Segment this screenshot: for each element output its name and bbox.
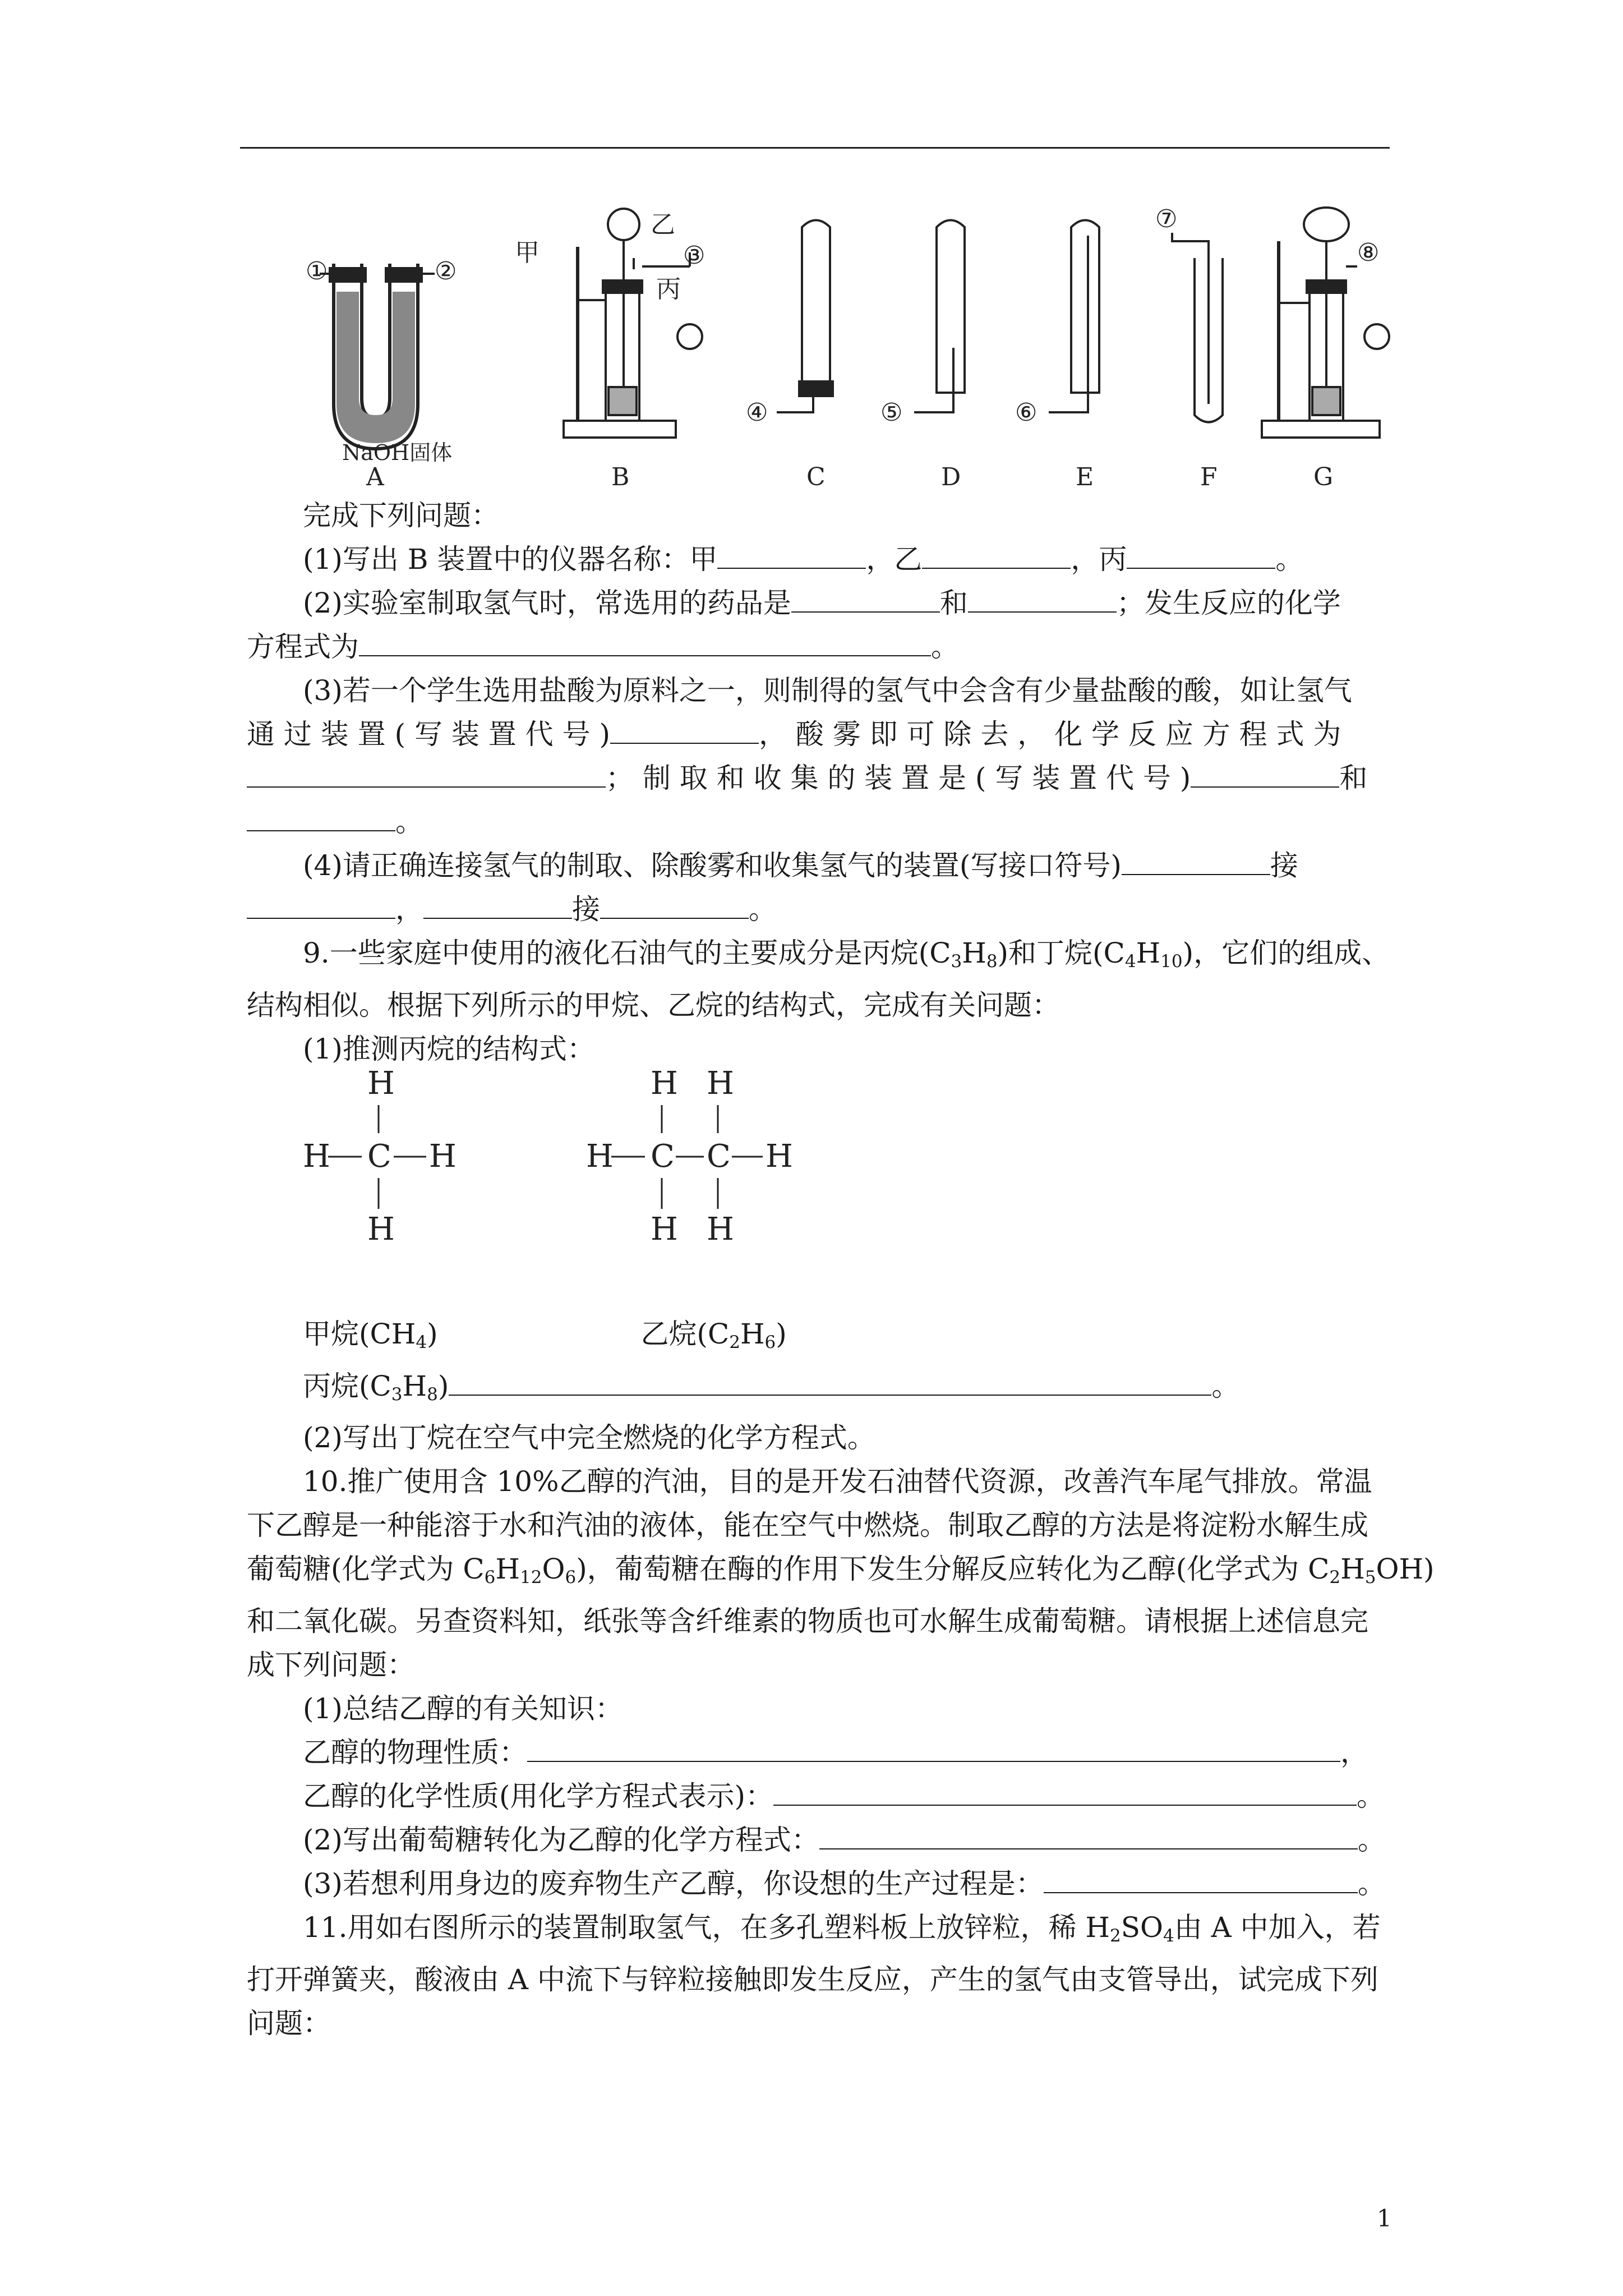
apparatus-b <box>515 209 705 491</box>
label-f: F <box>1200 463 1218 491</box>
svg-text:H: H <box>707 1065 734 1102</box>
label-c: C <box>806 463 826 491</box>
label-g: G <box>1313 463 1334 491</box>
q9-stem-l2: 结构相似。根据下列所示的甲烷、乙烷的结构式，完成有关问题： <box>247 988 1060 1022</box>
ethane-name: 乙烷$(C_2H_6)$ <box>640 1317 787 1352</box>
port-6-label: ⑥ <box>1015 398 1038 427</box>
apparatus-a <box>306 257 457 491</box>
answer-blank[interactable] <box>247 762 606 788</box>
answer-blank[interactable] <box>1191 762 1339 788</box>
answer-blank[interactable] <box>1122 849 1270 875</box>
svg-text:C: C <box>651 1138 675 1175</box>
label-a: A <box>366 463 384 491</box>
q10-physical: 乙醇的物理性质： ， <box>303 1736 1368 1769</box>
answer-blank[interactable] <box>968 587 1117 613</box>
answer-blank[interactable] <box>423 893 572 919</box>
q9-part1: (1)推测丙烷的结构式： <box>303 1032 595 1065</box>
q11-stem-l3: 问题： <box>247 2007 331 2040</box>
answer-blank[interactable] <box>819 1824 1358 1849</box>
q8-part3-l4: 。 <box>247 800 1391 844</box>
structural-formulas <box>292 1060 965 1307</box>
answer-blank[interactable] <box>610 718 759 744</box>
svg-text:C: C <box>367 1138 391 1175</box>
svg-text:H: H <box>707 1211 734 1248</box>
ethane-structure <box>586 1065 793 1248</box>
q9-formula-names <box>247 1312 1391 1364</box>
q9-stem: 9.一些家庭中使用的液化石油气的主要成分是丙烷$(C_3H_8)$和丁烷$(C_4H_{10})$，它们的组成、 <box>303 937 1390 972</box>
label-e: E <box>1076 463 1094 491</box>
answer-blank[interactable] <box>600 893 749 919</box>
svg-text:C: C <box>707 1138 731 1175</box>
q9-propane: 丙烷$(C_3H_8)$ 。 <box>303 1369 1240 1405</box>
methane-name: 甲烷$(CH_4)$ <box>303 1317 438 1352</box>
port-5-label: ⑤ <box>880 398 903 427</box>
q10-chemical: 乙醇的化学性质(用化学方程式表示)： 。 <box>303 1780 1385 1812</box>
label-d: D <box>941 463 961 491</box>
label-b: B <box>611 463 630 491</box>
answer-blank[interactable] <box>527 1736 1340 1762</box>
answer-blank[interactable] <box>717 543 866 569</box>
q8-part3: (3)若一个学生选用盐酸为原料之一，则制得的氢气中会含有少量盐酸的酸，如让氢气 <box>303 674 1352 707</box>
svg-text:H: H <box>429 1138 457 1175</box>
answer-blank[interactable] <box>247 893 395 919</box>
q8-part1: (1)写出 B 装置中的仪器名称：甲 ，乙 ，丙 。 <box>303 543 1304 576</box>
answer-blank[interactable] <box>773 1780 1357 1806</box>
page-number: 1 <box>1377 2205 1392 2232</box>
apparatus-c <box>746 220 833 492</box>
q10-part1: (1)总结乙醇的有关知识： <box>303 1692 623 1725</box>
apparatus-d <box>880 220 965 492</box>
answer-blank[interactable] <box>449 1370 1211 1396</box>
q8-intro: 完成下列问题： <box>303 499 499 532</box>
answer-blank[interactable] <box>359 631 931 656</box>
svg-text:H: H <box>651 1211 678 1248</box>
q10-stem-l4: 和二氧化碳。另查资料知，纸张等含纤维素的物质也可水解生成葡萄糖。请根据上述信息完 <box>247 1605 1368 1637</box>
svg-text:H: H <box>586 1138 614 1175</box>
q10-part2: (2)写出葡萄糖转化为乙醇的化学方程式： 。 <box>303 1824 1386 1856</box>
answer-blank[interactable] <box>1044 1867 1358 1893</box>
q10-stem-l3: 葡萄糖(化学式为 $C_6H_{12}O_6$)，葡萄糖在酶的作用下发生分解反应转化为乙醇(化学式为 $C_2H_5OH$) <box>247 1553 1435 1588</box>
q8-part3-l3: ； 制 取 和 收 集 的 装 置 是 ( 写 装 置 代 号 ) 和 <box>247 756 1391 800</box>
q8-part4-cont: ， 接 。 <box>247 887 1391 931</box>
q10-part3: (3)若想利用身边的废弃物生产乙醇，你设想的生产过程是： 。 <box>303 1867 1386 1900</box>
b-jia-label: 甲 <box>515 238 540 267</box>
apparatus-figure <box>264 202 1413 494</box>
port-8-label: ⑧ <box>1357 238 1380 267</box>
port-4-label: ④ <box>746 398 768 427</box>
answer-blank[interactable] <box>922 543 1071 569</box>
b-yi-label: 乙 <box>651 210 675 239</box>
q8-part2: (2)实验室制取氢气时，常选用的药品是 和 ；发生反应的化学 <box>303 587 1341 619</box>
answer-blank[interactable] <box>1127 543 1275 569</box>
apparatus-g <box>1262 208 1389 491</box>
q8-part3-l2: 通 过 装 置 ( 写 装 置 代 号 ) ， 酸 雾 即 可 除 去 ， 化 学 反 应 方 程 式 为 <box>247 718 1341 751</box>
svg-text:H: H <box>303 1138 330 1175</box>
q10-stem-l5: 成下列问题： <box>247 1649 415 1681</box>
methane-structure <box>303 1065 457 1248</box>
port-1-label: ① <box>306 257 328 286</box>
port-2-label: ② <box>435 257 457 286</box>
q8-part2-cont: 方程式为 。 <box>247 631 959 663</box>
svg-text:H: H <box>367 1065 395 1102</box>
q10-stem-l2: 下乙醇是一种能溶于水和汽油的液体，能在空气中燃烧。制取乙醇的方法是将淀粉水解生成 <box>247 1509 1368 1542</box>
naoh-label: NaOH固体 <box>342 440 453 465</box>
q9-part2: (2)写出丁烷在空气中完全燃烧的化学方程式。 <box>303 1421 875 1455</box>
svg-text:H: H <box>766 1138 793 1175</box>
apparatus-f <box>1155 205 1223 491</box>
b-bing-label: 丙 <box>656 275 681 303</box>
header-rule <box>240 147 1390 149</box>
answer-blank[interactable] <box>791 587 940 613</box>
answer-blank[interactable] <box>247 806 395 831</box>
svg-text:H: H <box>651 1065 678 1102</box>
q10-stem: 10.推广使用含 10%乙醇的汽油，目的是开发石油替代资源，改善汽车尾气排放。常温 <box>303 1465 1372 1498</box>
q11-stem: 11.用如右图所示的装置制取氢气，在多孔塑料板上放锌粒，稀 $H_2SO_4$由 A 中加入，若 <box>303 1911 1381 1946</box>
apparatus-e <box>1015 220 1099 492</box>
svg-text:H: H <box>367 1211 395 1248</box>
port-7-label: ⑦ <box>1155 205 1178 233</box>
port-3-label: ③ <box>683 241 706 270</box>
q8-part4: (4)请正确连接氢气的制取、除酸雾和收集氢气的装置(写接口符号) 接 <box>303 849 1298 882</box>
q11-stem-l2: 打开弹簧夹，酸液由 A 中流下与锌粒接触即发生反应，产生的氢气由支管导出，试完成下列 <box>247 1963 1378 1996</box>
